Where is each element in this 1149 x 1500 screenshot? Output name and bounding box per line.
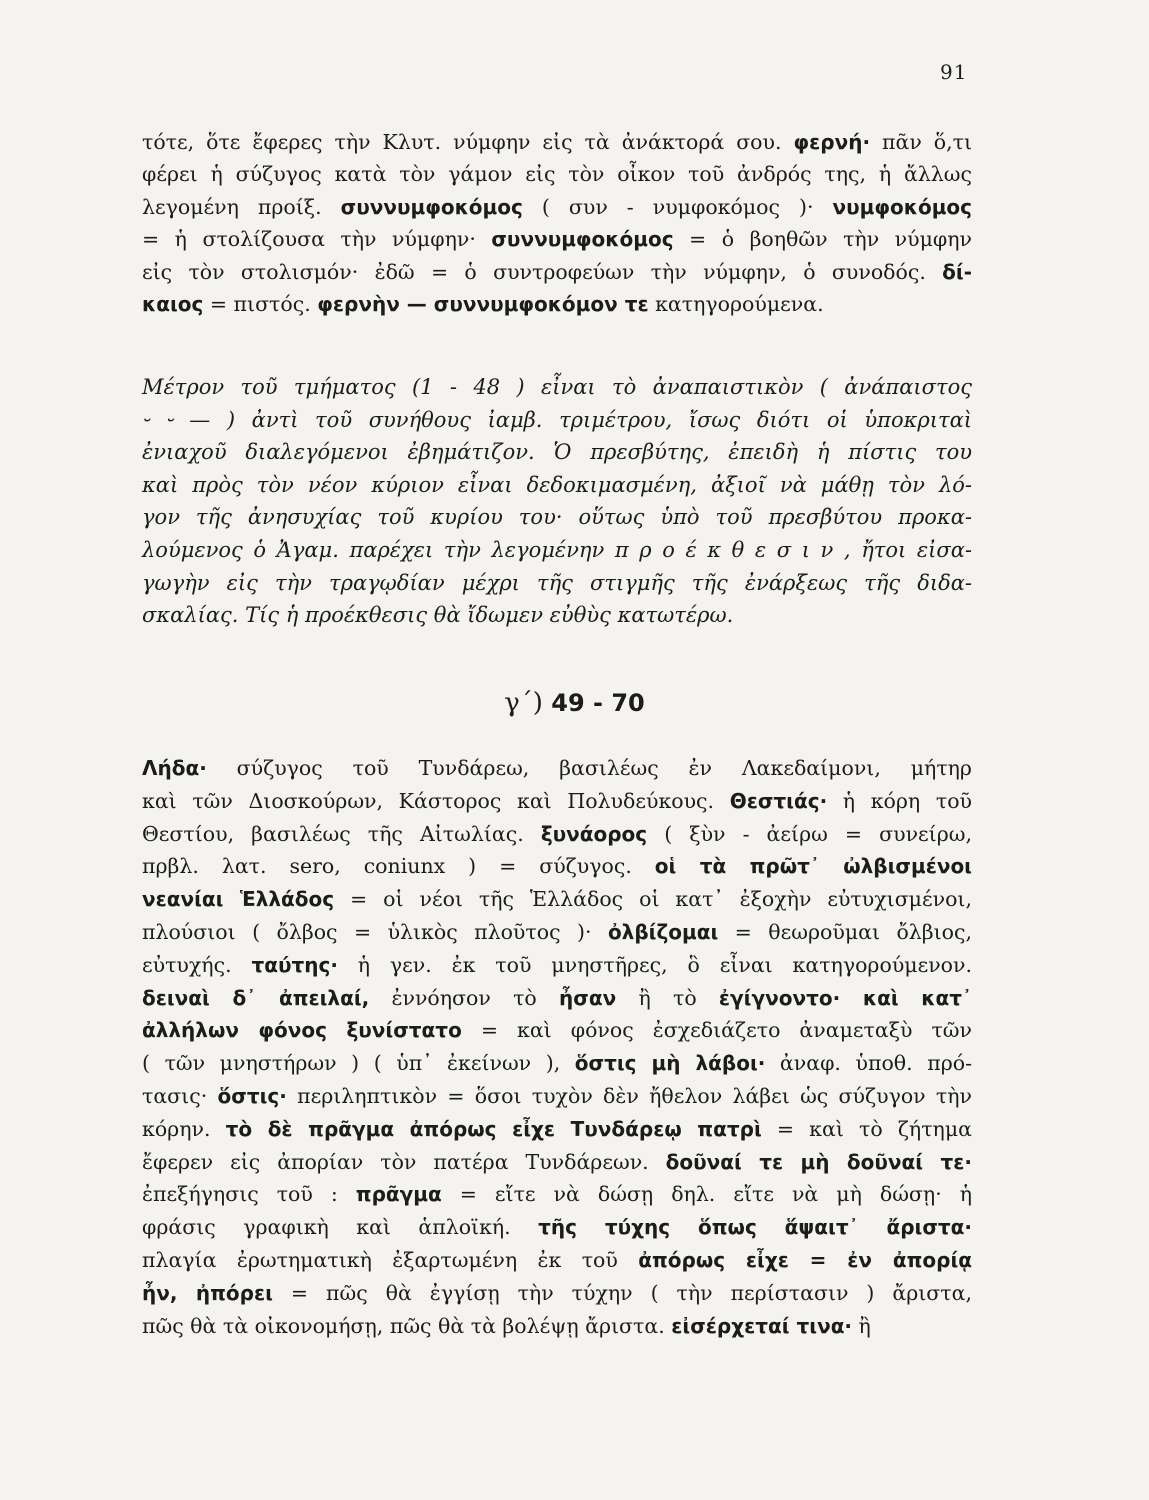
text-run: ἢ <box>852 1313 871 1338</box>
text-run: σύζυγος τοῦ Τυνδάρεω, βασιλέως ἐν Λακεδαίμονι, μήτηρ <box>206 756 972 780</box>
text-run: ἀναφ. ὑποθ. πρό- <box>765 1051 973 1076</box>
text-run: ἡ γεν. ἐκ τοῦ μνηστῆρες, ὃ εἶναι κατηγορούμενον. <box>337 952 973 977</box>
text-line <box>142 1146 972 1179</box>
text-line <box>142 949 972 982</box>
commentary-paragraph-1 <box>142 126 972 320</box>
text-run: σκαλίας. Τίς ἡ προέκθεσις θὰ ἴδωμεν εὐθὺς κατωτέρω. <box>142 603 734 628</box>
text-line <box>142 982 972 1015</box>
text-line <box>142 567 972 600</box>
lemma-term: συννυμφοκόμος <box>491 227 674 252</box>
lemma-term: Λήδα· <box>142 756 207 780</box>
meter-paragraph-2 <box>142 371 972 632</box>
text-line <box>142 1113 972 1146</box>
text-line <box>142 1080 972 1113</box>
lemma-term: ξυνάορος <box>540 821 648 846</box>
text-run: πλούσιοι ( ὄλβος = ὑλικὸς πλοῦτος )· <box>142 919 608 944</box>
text-line <box>142 404 972 437</box>
text-run: = καὶ τὸ ζήτημα <box>761 1116 973 1141</box>
text-line <box>142 501 972 534</box>
text-run: ( ξὺν - ἀείρω = συνείρω, <box>647 821 973 846</box>
text-line <box>142 1014 972 1047</box>
text-run: = πῶς θὰ ἐγγίσῃ τὴν τύχην ( τὴν περίστασιν ) ἄριστα, <box>272 1280 972 1305</box>
text-run: Θεστίου, βασιλέως τῆς Αἰτωλίας. <box>142 821 541 846</box>
text-run: τότε, ὅτε ἔφερες τὴν Κλυτ. νύμφην εἰς τὰ ἀνάκτορά σου. <box>142 130 794 154</box>
section-heading <box>0 688 1149 718</box>
text-run: ἡ κόρη τοῦ <box>827 788 972 813</box>
text-line <box>142 469 972 502</box>
text-run: γωγὴν εἰς τὴν τραγῳδίαν μέχρι τῆς στιγμῆς τῆς ἐνάρξεως τῆς διδα- <box>142 570 972 595</box>
lemma-term: φερνὴν — συννυμφοκόμον τε <box>317 292 649 317</box>
text-line <box>142 1178 972 1211</box>
text-run: κατηγορούμενα. <box>648 292 824 317</box>
lemma-term: ὀλβίζομαι <box>607 919 719 944</box>
text-line <box>142 916 972 949</box>
text-line <box>142 1211 972 1244</box>
text-run: τασις· <box>142 1083 218 1108</box>
lemma-term: καιος <box>142 292 204 317</box>
text-run: πρβλ. λατ. sero, coniunx ) = σύζυγος. <box>142 854 655 879</box>
text-line <box>142 126 972 158</box>
lemma-term: ἀπόρως εἶχε = ἐν ἀπορίᾳ <box>638 1247 972 1272</box>
text-run: = θεωροῦμαι ὄλβιος, <box>718 919 973 944</box>
lemma-term: νεανίαι Ἑλλάδος <box>142 887 335 912</box>
text-line <box>142 436 972 469</box>
text-run: = καὶ φόνος ἐσχεδιάζετο ἀναμεταξὺ τῶν <box>461 1018 972 1043</box>
text-run: καὶ πρὸς τὸν νέον κύριον εἶναι δεδοκιμασμένη, ἀξιοῖ νὰ μάθῃ τὸν λό- <box>142 472 972 497</box>
text-line <box>142 1277 972 1310</box>
section-range: 49 - 70 <box>551 689 645 717</box>
lemma-term: εἰσέρχεταί τινα· <box>671 1313 853 1338</box>
lemma-term: τῆς τύχης ὅπως ἅψαιτ᾽ ἄριστα· <box>538 1215 972 1240</box>
lemma-term: δοῦναί τε μὴ δοῦναί τε· <box>665 1149 972 1174</box>
lemma-term: δί- <box>942 259 972 284</box>
text-line <box>142 752 972 785</box>
text-run: ( τῶν μνηστήρων ) ( ὑπ᾽ ἐκείνων ), <box>142 1051 575 1076</box>
text-line <box>142 785 972 818</box>
text-run: ἐπεξήγησις τοῦ : <box>142 1182 356 1207</box>
section-letter: γ΄) <box>504 688 543 718</box>
text-run: εὐτυχής. <box>142 952 252 977</box>
lemma-term: ἐγίγνοντο· καὶ κατ᾽ <box>718 985 973 1010</box>
text-run: = ἡ στολίζουσα τὴν νύμφην· <box>142 227 492 252</box>
text-line <box>142 850 972 883</box>
text-line <box>142 1310 972 1343</box>
text-run: = οἱ νέοι τῆς Ἑλλάδος οἱ κατ᾽ ἐξοχὴν εὐτυχισμένοι, <box>334 887 972 912</box>
lemma-term: ἦν, ἠπόρει <box>142 1280 273 1305</box>
lemma-term: ἀλλήλων φόνος ξυνίστατο <box>142 1018 462 1043</box>
text-line <box>142 223 972 255</box>
lemma-term: Θεστιάς· <box>729 788 828 813</box>
lemma-term: πρᾶγμα <box>355 1182 442 1207</box>
text-run: ἢ τὸ <box>616 985 719 1010</box>
text-line <box>142 288 972 320</box>
text-run: περιληπτικὸν = ὅσοι τυχὸν δὲν ἤθελον λάβει ὡς σύζυγον τὴν <box>286 1083 972 1108</box>
text-line <box>142 599 972 632</box>
text-line <box>142 534 972 567</box>
text-run: Μέτρον τοῦ τμήματος (1 - 48 ) εἶναι τὸ ἀναπαιστικὸν ( ἀνάπαιστος <box>142 375 972 399</box>
lemma-term: φερνή· <box>793 130 871 154</box>
text-run: καὶ τῶν Διοσκούρων, Κάστορος καὶ Πολυδεύκους. <box>142 788 730 813</box>
text-run: ἐνιαχοῦ διαλεγόμενοι ἐβημάτιζον. Ὁ πρεσβύτης, ἐπειδὴ ἡ πίστις του <box>142 440 972 465</box>
lemma-term: ἦσαν <box>559 985 617 1010</box>
text-run: = ὁ βοηθῶν τὴν νύμφην <box>673 227 972 252</box>
text-line <box>142 1244 972 1277</box>
page-number: 91 <box>940 60 968 84</box>
text-run: λεγομένη προίξ. <box>142 194 341 219</box>
text-run: πᾶν ὅ,τι <box>870 130 972 154</box>
text-run: πλαγία ἐρωτηματικὴ ἐξαρτωμένη ἐκ τοῦ <box>142 1247 639 1272</box>
text-run: = εἴτε νὰ δώσῃ δηλ. εἴτε νὰ μὴ δώσῃ· ἡ <box>441 1182 972 1207</box>
text-run: εἰς τὸν στολισμόν· ἐδῶ = ὁ συντροφεύων τὴν νύμφην, ὁ συνοδός. <box>142 259 943 284</box>
lemma-term: νυμφοκόμος <box>832 194 973 219</box>
text-line <box>142 371 972 404</box>
text-run: ⏑ ⏑ — ) ἀντὶ τοῦ συνήθους ἰαμβ. τριμέτρου, ἴσως διότι οἱ ὑποκριταὶ <box>142 407 972 432</box>
lemma-term: τὸ δὲ πρᾶγμα ἀπόρως εἶχε Τυνδάρεῳ πατρὶ <box>225 1116 762 1141</box>
text-run: γον τῆς ἀνησυχίας τοῦ κυρίου του· οὕτως ὑπὸ τοῦ πρεσβύτου προκα- <box>142 505 972 530</box>
text-line <box>142 191 972 223</box>
lemma-term: ὅστις μὴ λάβοι· <box>574 1051 766 1076</box>
text-run: ( συν - νυμφοκόμος )· <box>522 194 833 219</box>
lemma-term: ὅστις· <box>217 1083 287 1108</box>
text-run: κόρην. <box>142 1116 226 1141</box>
lemma-term: συννυμφοκόμος <box>340 194 523 219</box>
text-line <box>142 158 972 190</box>
text-run: φράσις γραφικὴ καὶ ἁπλοϊκή. <box>142 1215 539 1240</box>
text-run: λούμενος ὁ Ἀγαμ. παρέχει τὴν λεγομένην π ρ ο έ κ θ ε σ ι ν , ἤτοι εἰσα- <box>142 537 972 562</box>
lemma-term: οἱ τὰ πρῶτ᾽ ὠλβισμένοι <box>654 854 972 879</box>
lemma-term: ταύτης· <box>251 952 338 977</box>
text-run: πῶς θὰ τὰ οἰκονομήσῃ, πῶς θὰ τὰ βολέψῃ ἄριστα. <box>142 1313 672 1338</box>
text-line <box>142 883 972 916</box>
text-run: = πιστός. <box>203 292 318 317</box>
text-run: ἔφερεν εἰς ἀπορίαν τὸν πατέρα Τυνδάρεων. <box>142 1149 666 1174</box>
text-line <box>142 1047 972 1080</box>
text-run: φέρει ἡ σύζυγος κατὰ τὸν γάμον εἰς τὸν οἶκον τοῦ ἀνδρός της, ἡ ἄλλως <box>142 162 972 187</box>
text-line <box>142 256 972 288</box>
text-line <box>142 818 972 851</box>
text-run: ἐννόησον τὸ <box>369 985 560 1010</box>
lemma-term: δειναὶ δ᾽ ἀπειλαί, <box>142 985 370 1010</box>
commentary-paragraph-3 <box>142 752 972 1342</box>
